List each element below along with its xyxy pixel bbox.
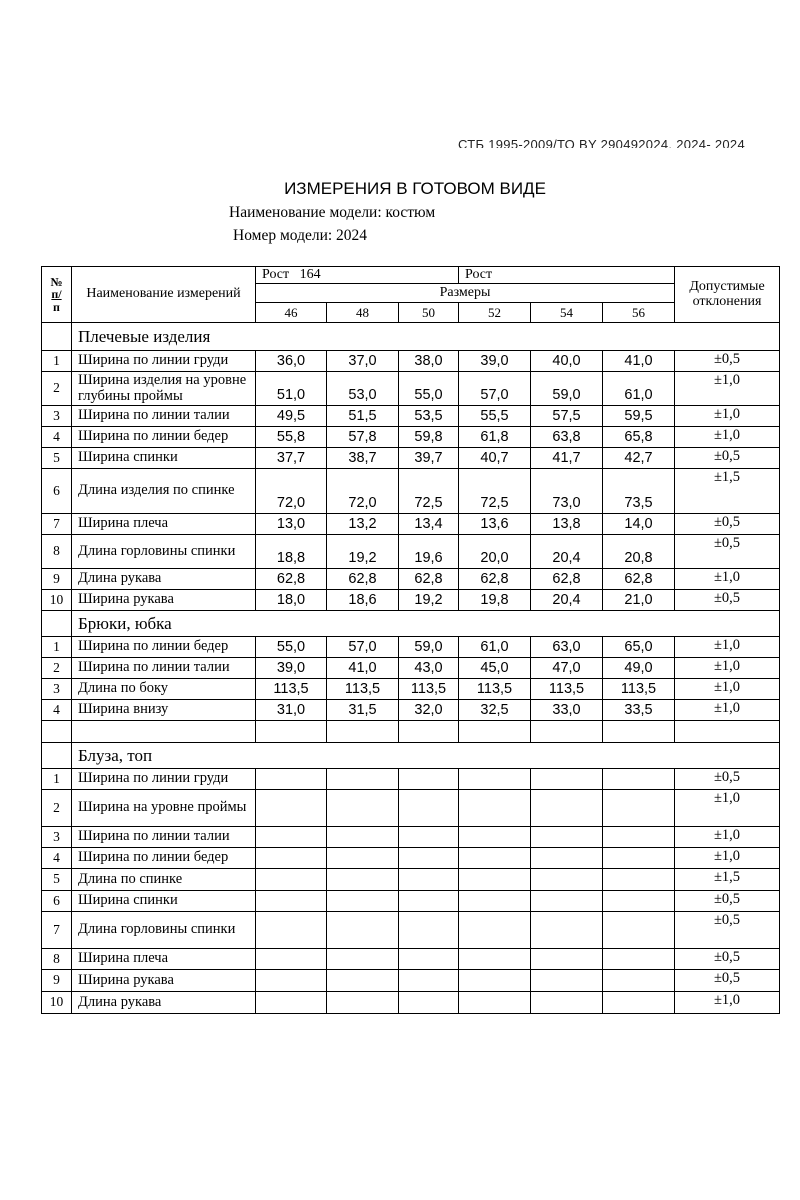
size-value-cell — [256, 970, 327, 992]
size-value-cell — [459, 949, 531, 970]
size-value-cell: 57,0 — [459, 372, 531, 406]
size-value-cell — [459, 912, 531, 949]
size-value-cell: 13,2 — [327, 514, 399, 535]
size-value-cell — [327, 721, 399, 743]
measurements-body — [42, 267, 780, 1014]
size-value-cell: 62,8 — [327, 569, 399, 590]
measurement-name: Длина горловины спинки — [72, 912, 256, 949]
tolerance-cell: ±0,5 — [675, 514, 780, 535]
measurement-name: Ширина рукава — [72, 970, 256, 992]
table-row — [42, 891, 780, 912]
size-52: 52 — [459, 303, 531, 323]
measurement-name: Длина рукава — [72, 992, 256, 1014]
size-value-cell: 49,5 — [256, 406, 327, 427]
row-number: 5 — [42, 869, 72, 891]
size-value-cell — [531, 869, 603, 891]
size-value-cell: 113,5 — [603, 679, 675, 700]
size-value-cell: 20,0 — [459, 535, 531, 569]
size-value-cell: 33,0 — [531, 700, 603, 721]
row-number: 9 — [42, 970, 72, 992]
size-value-cell: 13,4 — [399, 514, 459, 535]
standard-reference: СТБ 1995-2009/ТО BY 290492024. 2024- 2024 — [458, 137, 745, 148]
size-value-cell: 36,0 — [256, 351, 327, 372]
measurements-table — [41, 266, 780, 1014]
size-value-cell: 20,8 — [603, 535, 675, 569]
tolerance-cell: ±1,0 — [675, 848, 780, 869]
size-value-cell: 20,4 — [531, 590, 603, 611]
tolerance-cell: ±0,5 — [675, 891, 780, 912]
size-value-cell: 72,5 — [399, 469, 459, 514]
size-value-cell: 59,8 — [399, 427, 459, 448]
measurement-name: Длина горловины спинки — [72, 535, 256, 569]
row-number — [42, 721, 72, 743]
tolerance-cell: ±1,0 — [675, 569, 780, 590]
size-value-cell — [531, 992, 603, 1014]
measurement-name: Ширина спинки — [72, 448, 256, 469]
size-value-cell — [603, 721, 675, 743]
size-value-cell — [459, 869, 531, 891]
size-value-cell — [256, 790, 327, 827]
size-value-cell: 113,5 — [531, 679, 603, 700]
size-value-cell: 62,8 — [256, 569, 327, 590]
size-value-cell — [603, 912, 675, 949]
size-value-cell: 33,5 — [603, 700, 675, 721]
tolerance-cell: ±0,5 — [675, 351, 780, 372]
size-value-cell — [603, 992, 675, 1014]
table-row — [42, 469, 780, 514]
size-value-cell — [327, 827, 399, 848]
size-value-cell: 19,8 — [459, 590, 531, 611]
size-value-cell: 13,6 — [459, 514, 531, 535]
size-value-cell — [327, 869, 399, 891]
size-value-cell — [459, 848, 531, 869]
size-value-cell: 72,0 — [327, 469, 399, 514]
size-value-cell — [459, 827, 531, 848]
size-value-cell — [327, 891, 399, 912]
size-value-cell — [399, 790, 459, 827]
table-row — [42, 590, 780, 611]
size-value-cell: 20,4 — [531, 535, 603, 569]
table-row — [42, 406, 780, 427]
measurement-name: Ширина по линии бедер — [72, 427, 256, 448]
size-value-cell: 40,0 — [531, 351, 603, 372]
size-value-cell: 63,0 — [531, 637, 603, 658]
size-value-cell — [459, 790, 531, 827]
size-value-cell — [327, 848, 399, 869]
size-value-cell: 31,0 — [256, 700, 327, 721]
table-row — [42, 848, 780, 869]
table-row — [42, 790, 780, 827]
row-number: 3 — [42, 827, 72, 848]
size-value-cell — [256, 769, 327, 790]
table-row — [42, 569, 780, 590]
size-value-cell — [327, 912, 399, 949]
column-number-header — [42, 267, 72, 323]
row-number: 1 — [42, 637, 72, 658]
row-number: 2 — [42, 372, 72, 406]
tolerance-cell: ±0,5 — [675, 769, 780, 790]
size-value-cell: 18,8 — [256, 535, 327, 569]
table-row — [42, 637, 780, 658]
size-value-cell — [399, 848, 459, 869]
size-value-cell — [531, 949, 603, 970]
size-value-cell — [459, 970, 531, 992]
size-value-cell: 55,0 — [256, 637, 327, 658]
table-row — [42, 949, 780, 970]
section-row — [42, 743, 780, 769]
size-value-cell — [603, 769, 675, 790]
size-value-cell: 53,5 — [399, 406, 459, 427]
tolerance-cell: ±0,5 — [675, 448, 780, 469]
row-number: 1 — [42, 351, 72, 372]
size-value-cell: 57,8 — [327, 427, 399, 448]
size-value-cell: 13,8 — [531, 514, 603, 535]
tolerance-cell: ±0,5 — [675, 590, 780, 611]
number-sub-2: п — [53, 299, 60, 314]
size-value-cell: 61,0 — [459, 637, 531, 658]
table-row — [42, 514, 780, 535]
tolerance-cell: ±1,0 — [675, 406, 780, 427]
table-row — [42, 351, 780, 372]
size-value-cell — [399, 827, 459, 848]
size-value-cell — [327, 970, 399, 992]
size-value-cell: 55,8 — [256, 427, 327, 448]
size-value-cell: 42,7 — [603, 448, 675, 469]
size-value-cell — [399, 869, 459, 891]
tolerance-cell: ±1,5 — [675, 869, 780, 891]
sizes-header: Размеры — [256, 284, 675, 303]
size-value-cell: 38,0 — [399, 351, 459, 372]
measurement-name: Ширина по линии бедер — [72, 848, 256, 869]
row-number: 1 — [42, 769, 72, 790]
table-row — [42, 658, 780, 679]
size-value-cell: 45,0 — [459, 658, 531, 679]
section-row — [42, 323, 780, 351]
row-number: 2 — [42, 658, 72, 679]
size-value-cell: 18,6 — [327, 590, 399, 611]
column-name-header: Наименование измерений — [72, 267, 256, 323]
size-value-cell — [399, 721, 459, 743]
section-title: Брюки, юбка — [72, 611, 780, 637]
size-value-cell — [531, 912, 603, 949]
size-value-cell: 21,0 — [603, 590, 675, 611]
size-value-cell: 113,5 — [399, 679, 459, 700]
size-value-cell: 59,0 — [531, 372, 603, 406]
size-48: 48 — [327, 303, 399, 323]
table-row — [42, 700, 780, 721]
size-value-cell: 40,7 — [459, 448, 531, 469]
model-number: Номер модели: 2024 — [233, 227, 368, 244]
size-value-cell: 65,8 — [603, 427, 675, 448]
size-value-cell — [399, 912, 459, 949]
size-value-cell — [459, 721, 531, 743]
number-sign: № — [50, 274, 63, 289]
document-title: ИЗМЕРЕНИЯ В ГОТОВОМ ВИДЕ — [284, 179, 546, 198]
table-row — [42, 970, 780, 992]
size-value-cell: 51,5 — [327, 406, 399, 427]
header-reference-strip — [430, 132, 750, 148]
table-row — [42, 427, 780, 448]
size-value-cell: 32,0 — [399, 700, 459, 721]
size-value-cell — [531, 827, 603, 848]
size-value-cell: 19,6 — [399, 535, 459, 569]
size-value-cell: 113,5 — [256, 679, 327, 700]
row-number: 9 — [42, 569, 72, 590]
row-number: 6 — [42, 469, 72, 514]
size-56: 56 — [603, 303, 675, 323]
size-value-cell — [603, 790, 675, 827]
growth-164-header: Рост 164 — [256, 267, 459, 284]
row-number: 5 — [42, 448, 72, 469]
size-value-cell: 62,8 — [459, 569, 531, 590]
size-value-cell — [399, 891, 459, 912]
measurement-name: Ширина по линии груди — [72, 351, 256, 372]
size-value-cell: 37,7 — [256, 448, 327, 469]
size-value-cell — [399, 970, 459, 992]
tolerance-cell: ±1,0 — [675, 427, 780, 448]
size-value-cell — [256, 949, 327, 970]
row-number: 4 — [42, 427, 72, 448]
model-name: Наименование модели: костюм — [229, 204, 436, 221]
tolerance-cell: ±1,0 — [675, 992, 780, 1014]
row-number: 4 — [42, 700, 72, 721]
row-number: 8 — [42, 949, 72, 970]
size-value-cell: 72,0 — [256, 469, 327, 514]
tolerance-cell: ±1,0 — [675, 658, 780, 679]
row-number: 8 — [42, 535, 72, 569]
section-title: Блуза, топ — [72, 743, 780, 769]
size-value-cell — [399, 769, 459, 790]
size-value-cell — [327, 949, 399, 970]
size-value-cell: 63,8 — [531, 427, 603, 448]
row-number: 2 — [42, 790, 72, 827]
section-number-cell — [42, 611, 72, 637]
size-value-cell — [531, 769, 603, 790]
size-value-cell — [603, 949, 675, 970]
size-value-cell: 13,0 — [256, 514, 327, 535]
size-value-cell — [603, 891, 675, 912]
table-row — [42, 992, 780, 1014]
size-value-cell — [256, 992, 327, 1014]
size-value-cell — [327, 790, 399, 827]
size-value-cell — [327, 769, 399, 790]
size-value-cell — [459, 891, 531, 912]
growth-header: Рост — [459, 267, 675, 284]
size-value-cell — [459, 769, 531, 790]
size-value-cell: 39,7 — [399, 448, 459, 469]
number-sub-1: п/ — [51, 287, 62, 302]
table-row — [42, 448, 780, 469]
size-value-cell: 53,0 — [327, 372, 399, 406]
tolerance-cell — [675, 721, 780, 743]
size-value-cell: 32,5 — [459, 700, 531, 721]
row-number: 7 — [42, 912, 72, 949]
size-value-cell: 72,5 — [459, 469, 531, 514]
size-value-cell — [399, 949, 459, 970]
size-value-cell: 51,0 — [256, 372, 327, 406]
tolerance-cell: ±1,0 — [675, 679, 780, 700]
size-value-cell: 113,5 — [327, 679, 399, 700]
size-value-cell — [459, 992, 531, 1014]
size-value-cell: 62,8 — [603, 569, 675, 590]
column-tolerance-header: Допустимые отклонения — [675, 267, 780, 323]
row-number: 3 — [42, 679, 72, 700]
row-number: 10 — [42, 590, 72, 611]
size-value-cell — [531, 970, 603, 992]
measurement-name: Ширина рукава — [72, 590, 256, 611]
tolerance-cell: ±1,5 — [675, 469, 780, 514]
size-value-cell: 59,5 — [603, 406, 675, 427]
size-46: 46 — [256, 303, 327, 323]
measurement-name: Ширина спинки — [72, 891, 256, 912]
size-value-cell: 57,0 — [327, 637, 399, 658]
size-value-cell — [603, 970, 675, 992]
size-value-cell: 57,5 — [531, 406, 603, 427]
size-value-cell: 55,0 — [399, 372, 459, 406]
size-value-cell — [399, 992, 459, 1014]
size-value-cell — [256, 891, 327, 912]
table-row — [42, 912, 780, 949]
size-54: 54 — [531, 303, 603, 323]
measurement-name: Ширина по линии талии — [72, 827, 256, 848]
section-row — [42, 611, 780, 637]
size-value-cell: 62,8 — [531, 569, 603, 590]
size-value-cell: 38,7 — [327, 448, 399, 469]
size-50: 50 — [399, 303, 459, 323]
size-value-cell: 47,0 — [531, 658, 603, 679]
size-value-cell — [256, 912, 327, 949]
size-value-cell — [256, 869, 327, 891]
size-value-cell — [531, 891, 603, 912]
measurement-name: Ширина на уровне проймы — [72, 790, 256, 827]
row-number: 10 — [42, 992, 72, 1014]
measurement-name: Ширина по линии бедер — [72, 637, 256, 658]
size-value-cell: 73,0 — [531, 469, 603, 514]
size-value-cell — [603, 869, 675, 891]
row-number: 7 — [42, 514, 72, 535]
size-value-cell: 65,0 — [603, 637, 675, 658]
tolerance-cell: ±1,0 — [675, 700, 780, 721]
measurement-name: Длина изделия по спинке — [72, 469, 256, 514]
size-value-cell: 31,5 — [327, 700, 399, 721]
header-row-growth — [42, 267, 780, 284]
size-value-cell: 59,0 — [399, 637, 459, 658]
table-row — [42, 721, 780, 743]
table-row — [42, 372, 780, 406]
table-row — [42, 827, 780, 848]
size-value-cell — [603, 827, 675, 848]
tolerance-cell: ±0,5 — [675, 912, 780, 949]
size-value-cell: 37,0 — [327, 351, 399, 372]
size-value-cell — [531, 790, 603, 827]
section-number-cell — [42, 323, 72, 351]
size-value-cell: 19,2 — [399, 590, 459, 611]
size-value-cell: 39,0 — [256, 658, 327, 679]
size-value-cell — [531, 848, 603, 869]
tolerance-cell: ±1,0 — [675, 827, 780, 848]
tolerance-cell: ±1,0 — [675, 372, 780, 406]
size-value-cell — [531, 721, 603, 743]
tolerance-cell: ±0,5 — [675, 535, 780, 569]
tolerance-cell: ±0,5 — [675, 949, 780, 970]
measurement-name: Ширина по линии груди — [72, 769, 256, 790]
size-value-cell — [256, 721, 327, 743]
size-value-cell — [327, 992, 399, 1014]
table-row — [42, 869, 780, 891]
measurement-name: Ширина плеча — [72, 514, 256, 535]
row-number: 6 — [42, 891, 72, 912]
tolerance-cell: ±1,0 — [675, 790, 780, 827]
row-number: 3 — [42, 406, 72, 427]
measurement-name — [72, 721, 256, 743]
size-value-cell: 41,7 — [531, 448, 603, 469]
measurement-name: Ширина по линии талии — [72, 406, 256, 427]
size-value-cell: 73,5 — [603, 469, 675, 514]
size-value-cell: 14,0 — [603, 514, 675, 535]
size-value-cell: 41,0 — [603, 351, 675, 372]
size-value-cell — [256, 827, 327, 848]
measurement-name: Длина по спинке — [72, 869, 256, 891]
size-value-cell: 43,0 — [399, 658, 459, 679]
size-value-cell — [256, 848, 327, 869]
measurement-name: Ширина изделия на уровне глубины проймы — [72, 372, 256, 406]
size-value-cell: 19,2 — [327, 535, 399, 569]
measurement-name: Ширина плеча — [72, 949, 256, 970]
size-value-cell: 39,0 — [459, 351, 531, 372]
measurement-name: Длина по боку — [72, 679, 256, 700]
section-number-cell — [42, 743, 72, 769]
measurement-name: Длина рукава — [72, 569, 256, 590]
row-number: 4 — [42, 848, 72, 869]
size-value-cell: 41,0 — [327, 658, 399, 679]
measurement-name: Ширина внизу — [72, 700, 256, 721]
table-row — [42, 679, 780, 700]
tolerance-cell: ±0,5 — [675, 970, 780, 992]
size-value-cell: 61,8 — [459, 427, 531, 448]
size-value-cell: 49,0 — [603, 658, 675, 679]
section-title: Плечевые изделия — [72, 323, 780, 351]
tolerance-cell: ±1,0 — [675, 637, 780, 658]
size-value-cell: 113,5 — [459, 679, 531, 700]
table-row — [42, 535, 780, 569]
size-value-cell — [603, 848, 675, 869]
size-value-cell: 18,0 — [256, 590, 327, 611]
measurement-name: Ширина по линии талии — [72, 658, 256, 679]
table-row — [42, 769, 780, 790]
size-value-cell: 62,8 — [399, 569, 459, 590]
size-value-cell: 61,0 — [603, 372, 675, 406]
size-value-cell: 55,5 — [459, 406, 531, 427]
